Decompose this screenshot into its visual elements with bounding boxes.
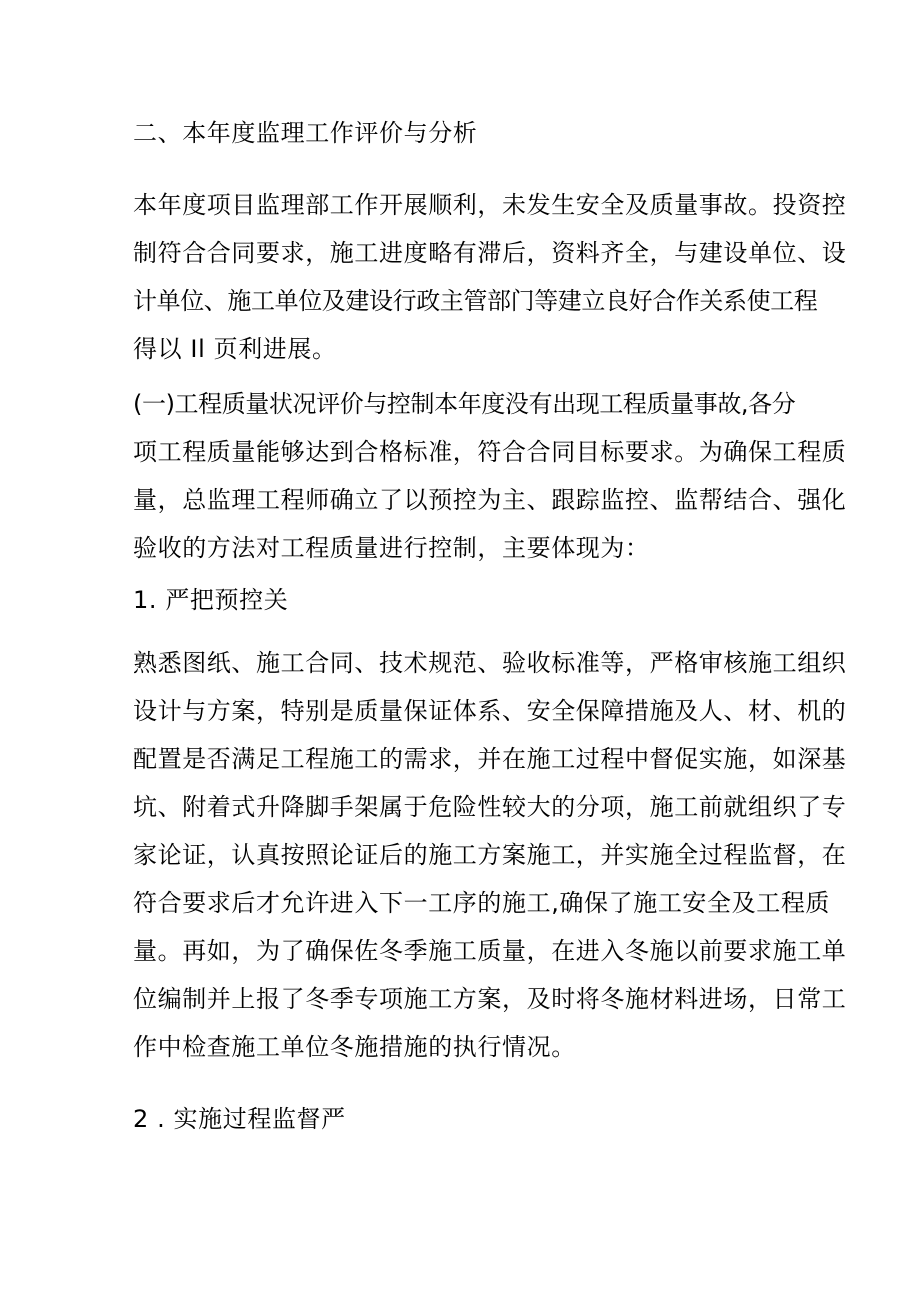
- item-one-line: 量。再如，为了确保佐冬季施工质量，在进入冬施以前要求施工单: [133, 937, 847, 965]
- intro-line: 制符合合同要求，施工进度略有滞后，资料齐全，与建设单位、设: [133, 239, 847, 267]
- item-one-line: 设计与方案，特别是质量保证体系、安全保障措施及人、材、机的: [133, 697, 847, 725]
- intro-line: 得以 Il 页利进展。: [133, 335, 337, 363]
- section-one-line: 项工程质量能够达到合格标准，符合合同目标要求。为确保工程质: [133, 438, 847, 466]
- item-two-title: 2 . 实施过程监督严: [133, 1105, 346, 1133]
- section-one-line: (一)工程质量状况评价与控制本年度没有出现工程质量事故,各分: [133, 390, 796, 418]
- item-one-line: 作中检查施工单位冬施措施的执行情况。: [133, 1033, 576, 1061]
- intro-line: 计单位、施工单位及建设行政主管部门等建立良好合作关系使工程: [133, 287, 818, 315]
- item-one-line: 熟悉图纸、施工合同、技术规范、验收标准等，严格审核施工组织: [133, 649, 847, 677]
- item-one-line: 位编制并上报了冬季专项施工方案，及时将冬施材料进场，日常工: [133, 985, 847, 1013]
- section-one-line: 验收的方法对工程质量进行控制，主要体现为：: [133, 534, 650, 562]
- section-heading: 二、本年度监理工作评价与分析: [133, 119, 478, 147]
- item-one-line: 配置是否满足工程施工的需求，并在施工过程中督促实施，如深基: [133, 745, 847, 773]
- item-one-line: 坑、附着式升降脚手架属于危险性较大的分项，施工前就组织了专: [133, 793, 847, 821]
- section-one-line: 量，总监理工程师确立了以预控为主、跟踪监控、监帮结合、强化: [133, 486, 847, 514]
- intro-line: 本年度项目监理部工作开展顺利，未发生安全及质量事故。投资控: [133, 191, 847, 219]
- item-one-title: 1. 严把预控关: [133, 586, 289, 614]
- item-one-line: 家论证，认真按照论证后的施工方案施工，并实施全过程监督，在: [133, 841, 847, 869]
- item-one-line: 符合要求后才允许进入下一工序的施工,确保了施工安全及工程质: [133, 889, 831, 917]
